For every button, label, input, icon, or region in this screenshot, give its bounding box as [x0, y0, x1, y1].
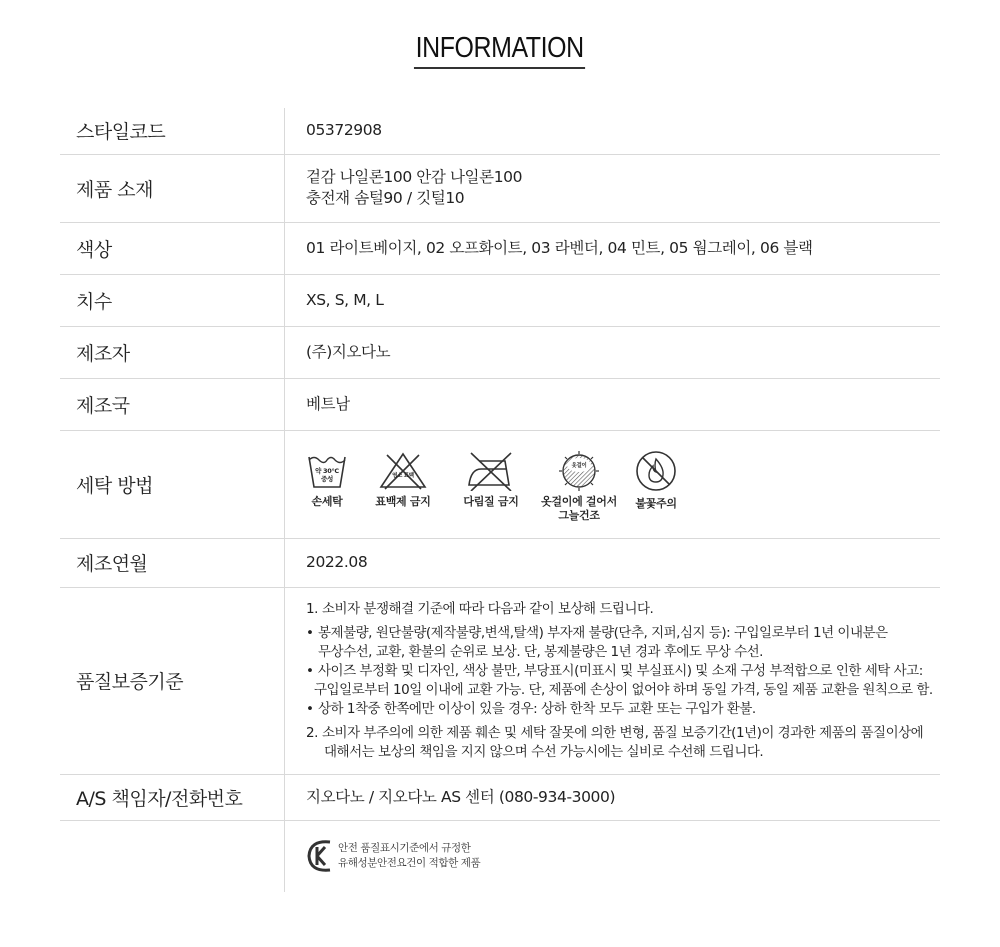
quality-item-2: 2. 소비자 부주의에 의한 제품 훼손 및 세탁 잘못에 의한 변형, 품질 보증기간(1년)이 경과한 제품의 품질이상에 [306, 724, 924, 741]
care-fire-caution [630, 451, 682, 511]
kc-text [338, 841, 480, 871]
hanger-dry-inner: 옷걸이 [571, 463, 587, 469]
care-hanger-dry [538, 451, 620, 523]
kc-mark-icon [306, 838, 332, 874]
kc-block [306, 838, 940, 874]
row-kc [60, 820, 940, 892]
hand-wash-neutral: 중성 [321, 475, 333, 483]
hand-wash-temp: 약 30°C [315, 467, 339, 475]
row-date [60, 538, 940, 587]
as-value: 지오다노 / 지오다노 AS 센터 (080-934-3000) [285, 774, 941, 820]
no-bleach-inner: 염소 표백 [392, 473, 414, 479]
fire-caution-icon [634, 451, 678, 493]
row-size [60, 274, 940, 326]
as-label: A/S 책임자/전화번호 [60, 774, 285, 820]
hanger-dry-icon [557, 451, 601, 491]
quality-bullet-3: • 상하 1착중 한쪽에만 이상이 있을 경우: 상하 한착 모두 교환 또는 구입가 환불. [306, 700, 756, 717]
hand-wash-icon [306, 451, 348, 491]
quality-item-2-line-2: 대해서는 보상의 책임을 지지 않으며 수선 가능시에는 실비로 수선해 드립니다. [324, 743, 764, 760]
no-iron-caption: 다림질 금지 [463, 495, 519, 508]
quality-value [285, 587, 941, 774]
row-country [60, 378, 940, 430]
no-bleach-caption: 표백제 금지 [375, 495, 431, 508]
quality-bullet-2-line-2: 구입일로부터 10일 이내에 교환 가능. 단, 제품에 손상이 없어야 하며 동일 가격, 동일 제품 교환을 원칙으로 함. [314, 681, 933, 698]
material-value [285, 154, 941, 222]
row-wash [60, 430, 940, 538]
care-no-bleach [372, 451, 434, 509]
hand-wash-caption: 손세탁 [311, 495, 343, 508]
material-line-2: 충전재 솜털90 / 깃털10 [306, 189, 465, 207]
country-label: 제조국 [60, 378, 285, 430]
fire-caution-caption: 불꽃주의 [635, 497, 677, 510]
row-color [60, 222, 940, 274]
kc-text-line-1: 안전 품질표시기준에서 규정한 [338, 842, 471, 855]
hanger-dry-caption-2: 그늘건조 [558, 509, 600, 522]
country-value: 베트남 [285, 378, 941, 430]
manufacturer-label: 제조자 [60, 326, 285, 378]
color-label: 색상 [60, 222, 285, 274]
quality-text [306, 600, 940, 762]
size-value: XS, S, M, L [285, 274, 941, 326]
hanger-dry-caption: 옷걸이에 걸어서 [541, 495, 617, 508]
quality-bullet-2: • 사이즈 부정확 및 디자인, 색상 불만, 부당표시(미표시 및 부실표시) 및 소재 구성 부적합으로 인한 세탁 사고: [306, 662, 923, 679]
row-style-code [60, 108, 940, 154]
row-quality [60, 587, 940, 774]
wash-value [285, 430, 941, 538]
quality-bullet-1-line-2: 무상수선, 교환, 환불의 순위로 보상. 단, 봉제불량은 1년 경과 후에도 무상 수선. [318, 643, 763, 660]
page-title-wrap [0, 30, 1000, 69]
no-bleach-icon [377, 451, 429, 491]
product-info-table [60, 108, 940, 892]
row-manufacturer [60, 326, 940, 378]
material-line-1: 겉감 나일론100 안감 나일론100 [306, 168, 523, 186]
page-title: INFORMATION [414, 30, 585, 69]
date-value: 2022.08 [285, 538, 941, 587]
style-code-value: 05372908 [285, 108, 941, 154]
material-label: 제품 소재 [60, 154, 285, 222]
quality-bullet-1: • 봉제불량, 원단불량(제작불량,변색,탈색) 부자재 불량(단추, 지퍼,심지 등): 구입일로부터 1년 이내분은 [306, 624, 888, 641]
no-iron-icon [465, 451, 517, 491]
manufacturer-value: (주)지오다노 [285, 326, 941, 378]
style-code-label: 스타일코드 [60, 108, 285, 154]
quality-label: 품질보증기준 [60, 587, 285, 774]
wash-label: 세탁 방법 [60, 430, 285, 538]
date-label: 제조연월 [60, 538, 285, 587]
kc-value [285, 820, 941, 892]
kc-text-line-2: 유해성분안전요건이 적합한 제품 [338, 857, 481, 870]
care-hand-wash [306, 451, 348, 509]
size-label: 치수 [60, 274, 285, 326]
color-value: 01 라이트베이지, 02 오프화이트, 03 라벤더, 04 민트, 05 웜그레이, 06 블랙 [285, 222, 941, 274]
care-icons [306, 445, 940, 523]
care-no-iron [460, 451, 522, 509]
row-material [60, 154, 940, 222]
kc-label-empty [60, 820, 285, 892]
quality-item-1: 1. 소비자 분쟁해결 기준에 따라 다음과 같이 보상해 드립니다. [306, 600, 654, 617]
row-as [60, 774, 940, 820]
